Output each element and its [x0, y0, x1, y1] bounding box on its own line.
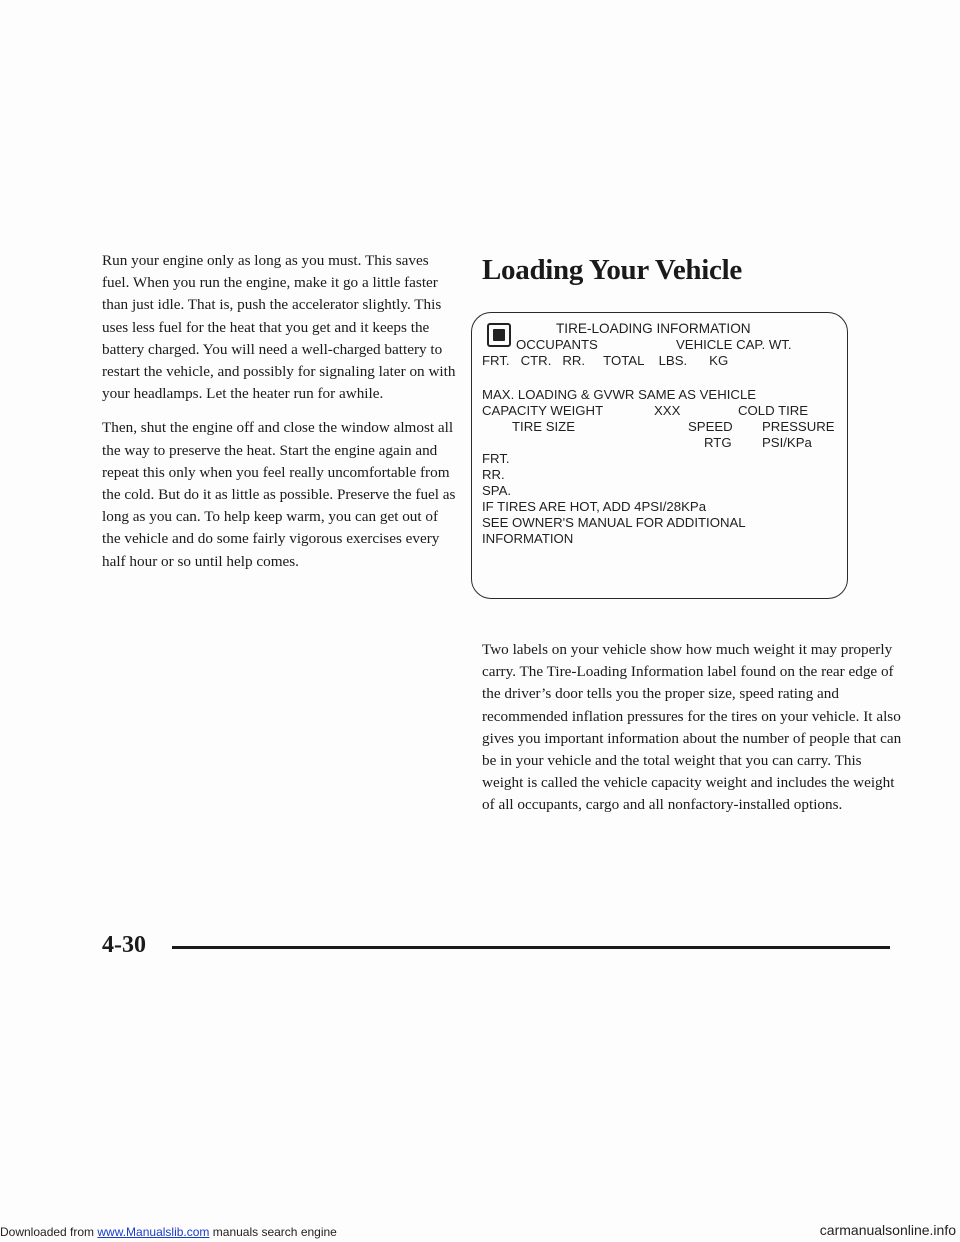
label-title: TIRE-LOADING INFORMATION — [556, 321, 751, 336]
label-spa: SPA. — [482, 483, 512, 498]
label-xxx: XXX — [654, 403, 681, 418]
label-rtg: RTG — [704, 435, 732, 450]
label-capacity-weight: CAPACITY WEIGHT — [482, 403, 604, 418]
paragraph-engine: Run your engine only as long as you must. This saves fuel. When you run the engine, make it go a little faster than just idle. That is, push the accelerator slightly. This uses less fuel for the heat that you get and it keeps the battery charged. You will need a well-charged battery to restart the vehicle, and possibly for signaling later on with your headlamps. Let the heater run for awhile. — [102, 252, 456, 403]
footer-prefix: Downloaded from — [0, 1225, 98, 1239]
label-speed: SPEED — [688, 419, 733, 434]
right-column — [482, 639, 902, 817]
left-column — [102, 250, 457, 585]
label-psi-kpa: PSI/KPa — [762, 435, 812, 450]
label-if-tires-hot: IF TIRES ARE HOT, ADD 4PSI/28KPa — [482, 499, 707, 514]
page-number: 4-30 — [102, 932, 146, 958]
page-rule — [172, 946, 890, 949]
tire-loading-label — [471, 312, 848, 599]
gm-logo-icon — [487, 323, 511, 347]
label-information: INFORMATION — [482, 531, 574, 546]
label-max-loading: MAX. LOADING & GVWR SAME AS VEHICLE — [482, 387, 757, 402]
label-occupant-columns: FRT. CTR. RR. TOTAL LBS. KG — [482, 353, 729, 368]
label-frt: FRT. — [482, 451, 510, 466]
label-tire-size: TIRE SIZE — [512, 419, 576, 434]
watermark-text: carmanualsonline.info — [819, 1222, 956, 1238]
footer-suffix: manuals search engine — [209, 1225, 337, 1239]
label-cold-tire: COLD TIRE — [738, 403, 809, 418]
section-heading: Loading Your Vehicle — [482, 254, 742, 286]
label-vehicle-cap-wt: VEHICLE CAP. WT. — [676, 337, 792, 352]
download-footer — [0, 1225, 337, 1239]
label-occupants: OCCUPANTS — [516, 337, 598, 352]
label-see-manual: SEE OWNER'S MANUAL FOR ADDITIONAL — [482, 515, 746, 530]
paragraph-two-labels: Two labels on your vehicle show how much weight it may properly carry. The Tire-Loading Information label found on the rear edge of the driver’s door tells you the proper size, speed rating and recommended inflation pressures for the tires on your vehicle. It also gives you important information about the number of people that can be in your vehicle and the total weight that you can carry. This weight is called the vehicle capacity weight and includes the weight of all occupants, cargo and all nonfactory-installed options. — [482, 641, 902, 814]
label-rr: RR. — [482, 467, 505, 482]
paragraph-shut-engine: Then, shut the engine off and close the window almost all the way to preserve the heat. Start the engine again and repeat this only when you feel really uncomfortable from the cold. But do it as little as possible. Preserve the fuel as long as you can. To help keep warm, you can get out of the vehicle and do some fairly vigorous exercises every half hour or so until help comes. — [102, 419, 456, 570]
label-pressure: PRESSURE — [762, 419, 835, 434]
manualslib-link[interactable]: www.Manualslib.com — [97, 1225, 210, 1239]
